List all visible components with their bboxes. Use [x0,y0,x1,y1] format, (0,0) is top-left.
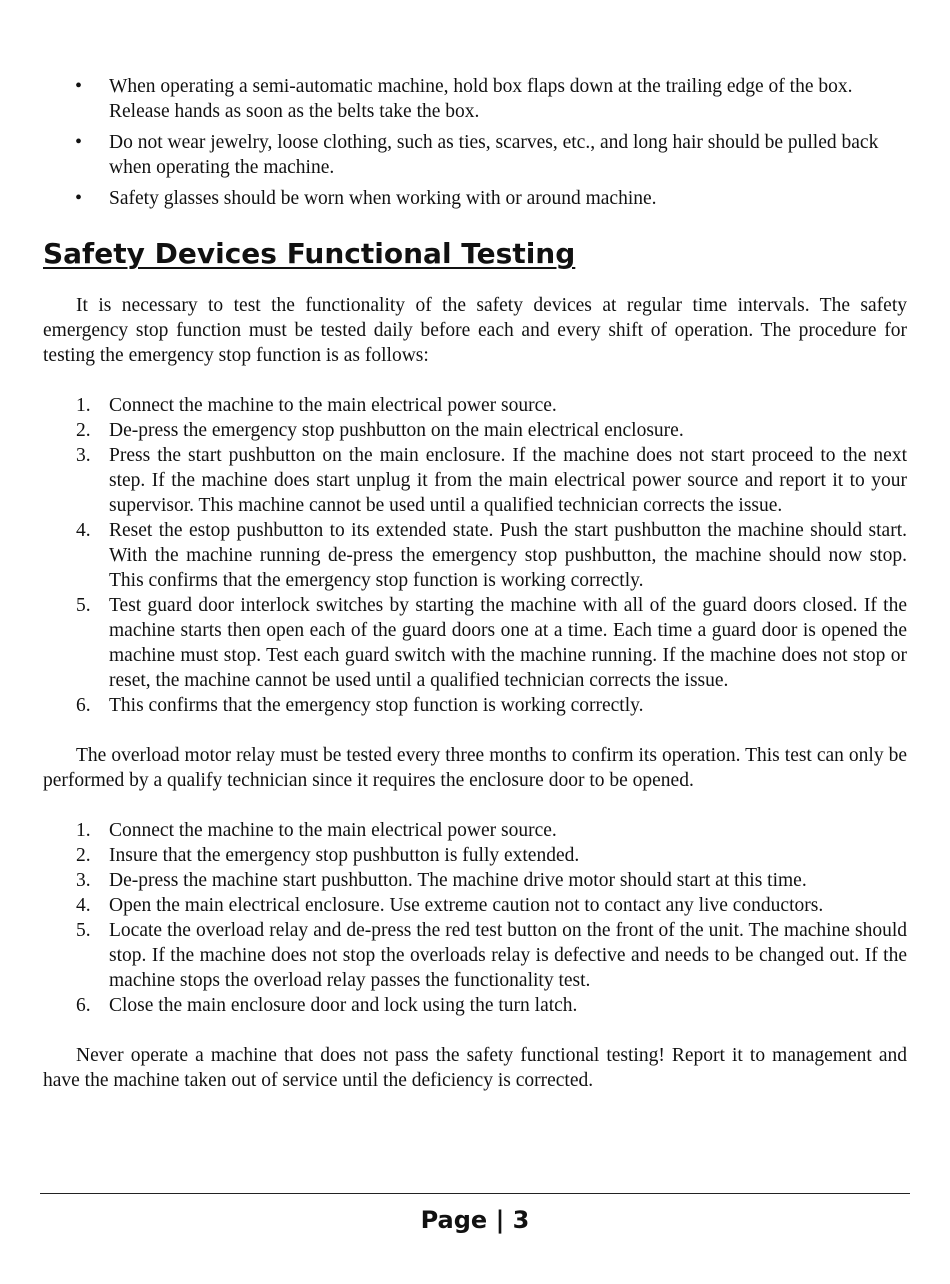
bullet-text: Safety glasses should be worn when working with or around machine. [109,188,657,209]
step-text: Press the start pushbutton on the main enclosure. If the machine does not start proceed to the next step. If the machine does start unplug it from the main electrical power source and report it to your supervisor. This machine cannot be used until a qualified technician corrects the issue. [109,445,907,516]
bullet-item [43,186,907,211]
step-number: 6. [76,995,91,1016]
estop-step [43,518,907,593]
step-text: This confirms that the emergency stop function is working correctly. [109,695,644,716]
bullet-dot-icon: • [75,187,83,209]
step-number: 6. [76,695,91,716]
step-number: 3. [76,870,91,891]
step-text: Connect the machine to the main electrical power source. [109,820,557,841]
step-text: Close the main enclosure door and lock using the turn latch. [109,995,578,1016]
step-text: Test guard door interlock switches by starting the machine with all of the guard doors closed. If the machine starts then open each of the guard doors one at a time. Each time a guard door is opened the machine must stop. Test each guard switch with the machine running. If the machine does not stop or reset, the machine cannot be used until a qualified technician corrects the issue. [109,595,907,691]
step-text: Open the main electrical enclosure. Use extreme caution not to contact any live conductors. [109,895,824,916]
estop-step [43,443,907,518]
estop-step [43,693,907,718]
overload-paragraph: The overload motor relay must be tested every three months to confirm its operation. This test can only be performed by a qualify technician since it requires the enclosure door to be opened. [43,745,907,791]
step-number: 5. [76,920,91,941]
bullet-dot-icon: • [75,131,83,153]
overload-test-steps [43,818,907,1018]
overload-step [43,843,907,868]
step-text: Connect the machine to the main electrical power source. [109,395,557,416]
step-number: 3. [76,445,91,466]
page-number: Page | 3 [420,1206,530,1234]
estop-step [43,393,907,418]
estop-step [43,418,907,443]
overload-step [43,918,907,993]
bullet-item [43,130,907,180]
step-text: Reset the estop pushbutton to its extended state. Push the start pushbutton the machine should start. With the machine running de-press the emergency stop pushbutton, the machine should now stop. This confirms that the emergency stop function is working correctly. [109,520,907,591]
step-number: 4. [76,895,91,916]
step-number: 2. [76,420,91,441]
overload-step [43,818,907,843]
step-text: Insure that the emergency stop pushbutton is fully extended. [109,845,580,866]
footer-divider [40,1193,910,1194]
estop-test-steps [43,393,907,718]
bullet-dot-icon: • [75,75,83,97]
step-text: Locate the overload relay and de-press the red test button on the front of the unit. The machine should stop. If the machine does not stop the overloads relay is defective and needs to be changed out. If the machine stops the overload relay passes the functionality test. [109,920,907,991]
step-text: De-press the machine start pushbutton. The machine drive motor should start at this time. [109,870,807,891]
document-page [43,74,907,1093]
step-number: 4. [76,520,91,541]
overload-step [43,993,907,1018]
step-number: 5. [76,595,91,616]
safety-bullet-list [43,74,907,211]
step-number: 1. [76,820,91,841]
step-number: 1. [76,395,91,416]
step-number: 2. [76,845,91,866]
closing-paragraph: Never operate a machine that does not pass the safety functional testing! Report it to management and have the machine taken out of service until the deficiency is corrected. [43,1045,907,1091]
overload-step [43,893,907,918]
section-heading: Safety Devices Functional Testing [43,237,576,270]
intro-paragraph: It is necessary to test the functionality of the safety devices at regular time intervals. The safety emergency stop function must be tested daily before each and every shift of operation. The procedure for testing the emergency stop function is as follows: [43,295,907,366]
bullet-text: Do not wear jewelry, loose clothing, such as ties, scarves, etc., and long hair should be pulled back when operating the machine. [109,132,879,178]
step-text: De-press the emergency stop pushbutton on the main electrical enclosure. [109,420,684,441]
overload-step [43,868,907,893]
estop-step [43,593,907,693]
bullet-item [43,74,907,124]
bullet-text: When operating a semi-automatic machine, hold box flaps down at the trailing edge of the box. Release hands as soon as the belts take the box. [109,76,853,122]
